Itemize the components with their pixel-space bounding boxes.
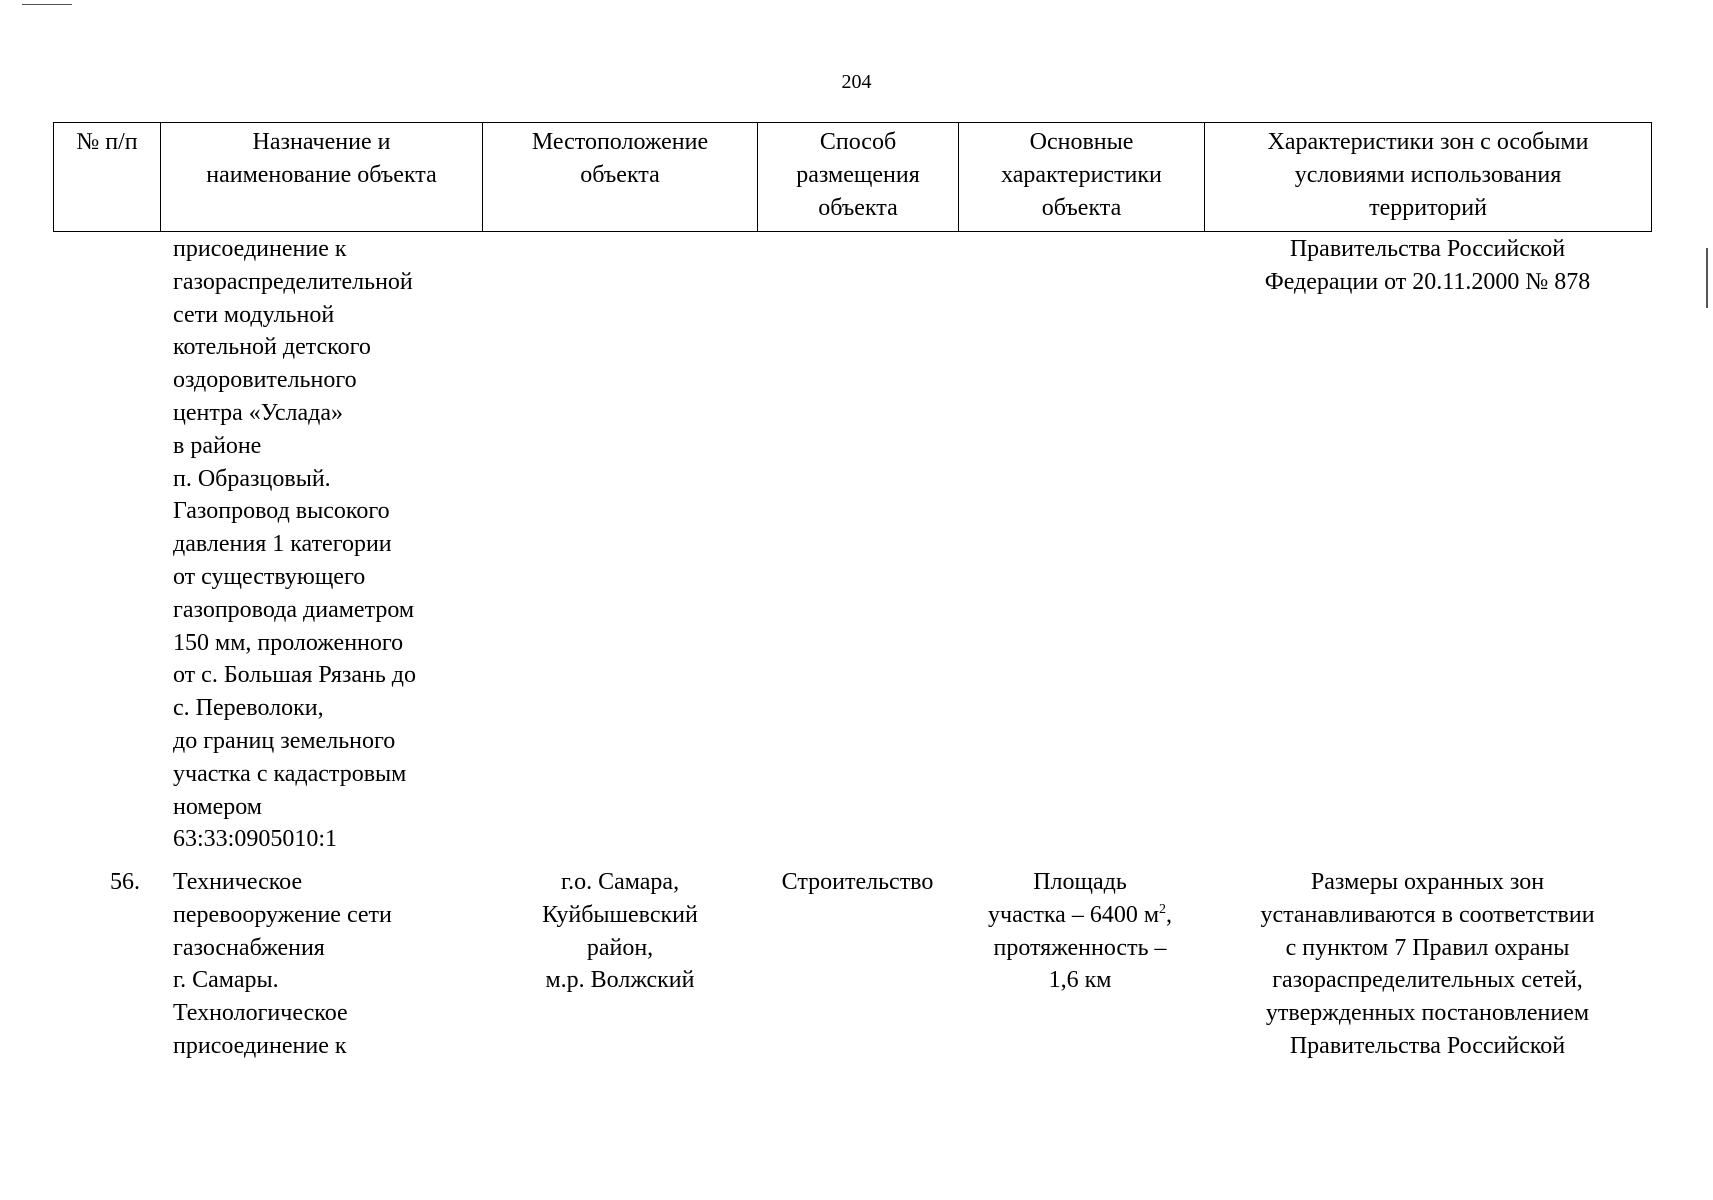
continuation-name-cell: присоединение к газораспределительной сети модульной котельной детского оздоровительного центра «Услада» в районе п. Образцовый. Газопровод высокого давления 1 категории от существующего газопровода диаметром 150 мм, проложенного от с. Большая Рязань до с. Переволоки, до границ земельного участка с кадастровым номером 63:33:0905010:1 <box>173 236 416 853</box>
header-zones: Характеристики зон с особыми условиями использования территорий <box>1205 123 1652 232</box>
row-56-location: г.о. Самара, Куйбышевский район, м.р. Волжский <box>542 869 698 994</box>
scan-edge-mark <box>1706 248 1708 308</box>
header-location: Местоположение объекта <box>483 123 758 232</box>
header-name: Назначение и наименование объекта <box>161 123 483 232</box>
row-56-chars-comma: , <box>1166 901 1172 928</box>
header-row <box>54 123 1652 232</box>
row-56-chars-area: участка – 6400 м <box>988 901 1159 928</box>
header-method: Способ размещения объекта <box>758 123 959 232</box>
header-characteristics: Основные характеристики объекта <box>959 123 1205 232</box>
row-56-number: 56. <box>110 869 140 895</box>
row-56-name: Техническое перевооружение сети газоснабжения г. Самары. Технологическое присоединение к <box>173 869 392 1059</box>
row-56-chars-line1: Площадь <box>1033 869 1127 895</box>
row-56-chars-sup: 2 <box>1159 901 1166 917</box>
row-56-zones: Размеры охранных зон устанавливаются в соответствии с пунктом 7 Правил охраны газораспределительных сетей, утвержденных постановлением Правительства Российской <box>1260 869 1595 1059</box>
page-number: 204 <box>841 71 872 93</box>
continuation-zones-cell: Правительства Российской Федерации от 20.11.2000 № 878 <box>1264 236 1591 295</box>
header-number: № п/п <box>54 123 161 232</box>
row-56-chars-length: протяженность – 1,6 км <box>993 934 1167 994</box>
table-header <box>53 122 1652 232</box>
scan-margin-mark <box>22 0 72 5</box>
row-56-characteristics <box>960 866 1200 997</box>
row-56-method: Строительство <box>781 869 934 895</box>
